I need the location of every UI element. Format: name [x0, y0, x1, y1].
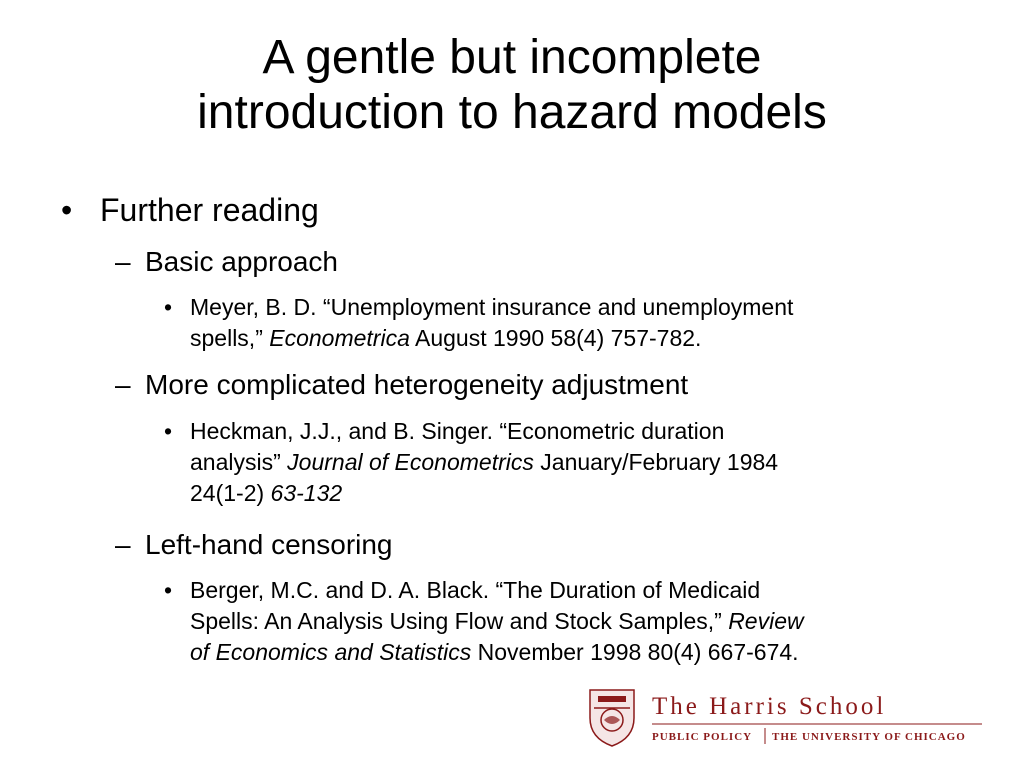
bullet-dot-icon: • [61, 192, 73, 228]
subbullet-text: More complicated heterogeneity adjustment [145, 369, 689, 400]
harris-school-logo [586, 688, 986, 748]
subbullet-text: Left-hand censoring [145, 529, 393, 560]
journal-title: Review [728, 608, 804, 634]
dash-icon: – [115, 369, 131, 400]
journal-title: Econometrica [269, 325, 410, 351]
bullet-dot-icon: • [164, 577, 173, 603]
reference-line: 24(1-2) 63-132 [190, 480, 343, 506]
journal-title: of Economics and Statistics [190, 639, 472, 665]
reference-line: Meyer, B. D. “Unemployment insurance and unemployment [190, 294, 794, 320]
logo-graphic [586, 688, 986, 748]
bullet-dot-icon: • [164, 418, 173, 444]
bullet-dot-icon: • [164, 294, 173, 320]
title-line-1: A gentle but incomplete [262, 31, 762, 84]
logo-tagline-right: THE UNIVERSITY OF CHICAGO [772, 731, 966, 743]
page-range: 63-132 [270, 480, 343, 506]
reference-line: Heckman, J.J., and B. Singer. “Econometric duration [190, 418, 725, 444]
reference-line: of Economics and Statistics November 1998 80(4) 667-674. [190, 639, 799, 665]
reference-line: spells,” Econometrica August 1990 58(4) 757-782. [190, 325, 702, 351]
reference-line: analysis” Journal of Econometrics January/February 1984 [190, 449, 779, 475]
logo-tagline-left: PUBLIC POLICY [652, 731, 753, 743]
bullet-text: Further reading [100, 192, 319, 228]
reference-line: Berger, M.C. and D. A. Black. “The Duration of Medicaid [190, 577, 761, 603]
logo-wordmark: The Harris School [652, 693, 887, 720]
shield-icon [590, 690, 634, 746]
dash-icon: – [115, 529, 131, 560]
reference-line: Spells: An Analysis Using Flow and Stock Samples,” Review [190, 608, 804, 634]
journal-title: Journal of Econometrics [287, 449, 534, 475]
subbullet-text: Basic approach [145, 246, 339, 277]
dash-icon: – [115, 246, 131, 277]
title-line-2: introduction to hazard models [197, 86, 827, 139]
